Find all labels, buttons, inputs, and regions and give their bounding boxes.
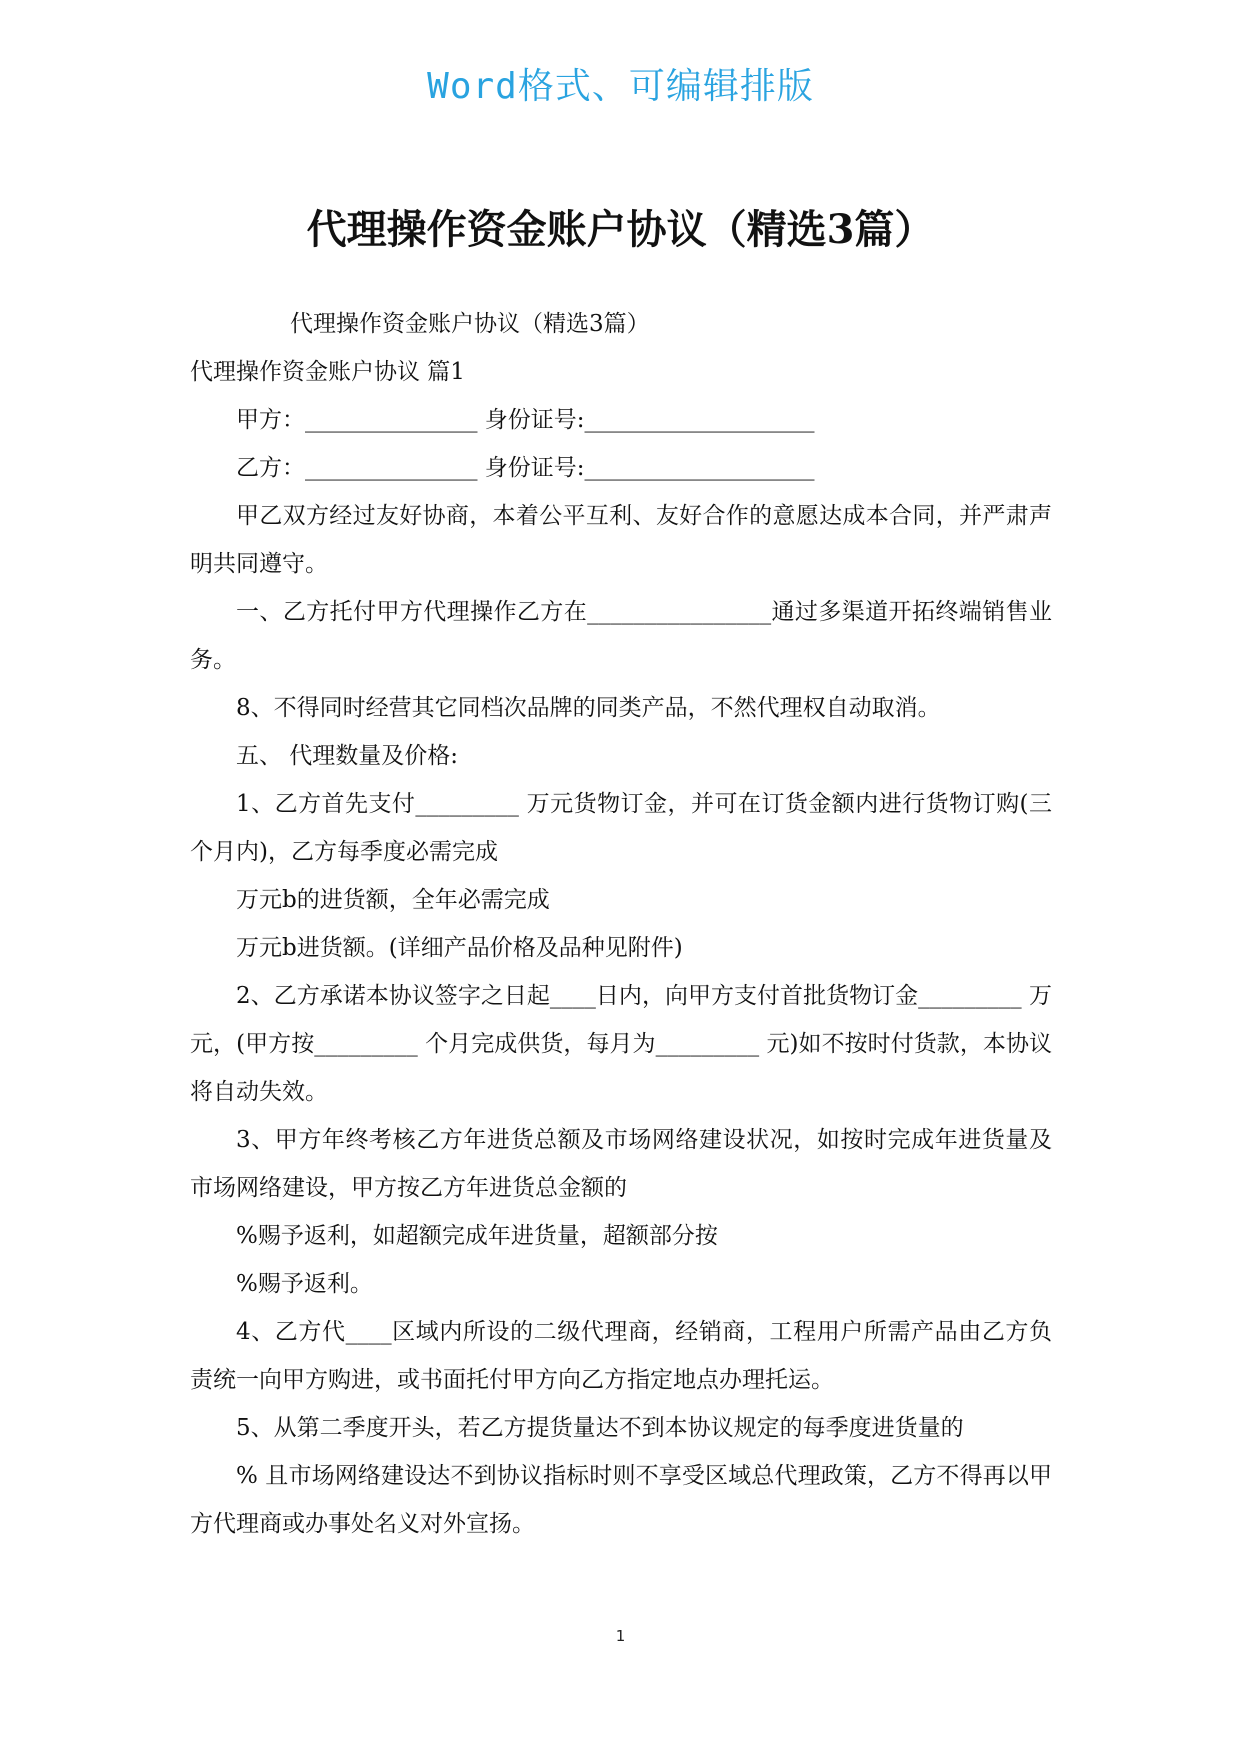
party-b-line: 乙方：_______________ 身份证号:____________________ — [236, 455, 815, 481]
paragraph-preamble: 甲乙双方经过友好协商，本着公平互利、友好合作的意愿达成本合同，并严肃声明共同遵守。 — [190, 503, 1052, 577]
page-number: 1 — [615, 1627, 626, 1645]
section-heading: 代理操作资金账户协议 篇1 — [190, 359, 465, 385]
document-title: 代理操作资金账户协议（精选3篇） — [306, 206, 935, 253]
paragraph-item-5: 5、从第二季度开头，若乙方提货量达不到本协议规定的每季度进货量的 — [236, 1415, 964, 1441]
paragraph-item-3: 3、甲方年终考核乙方年进货总额及市场网络建设状况，如按时完成年进货量及市场网络建设，甲方按乙方年进货总金额的 — [190, 1127, 1052, 1201]
paragraph-item-5-cont: % 且市场网络建设达不到协议指标时则不享受区域总代理政策，乙方不得再以甲方代理商或办事处名义对外宣扬。 — [190, 1463, 1052, 1537]
paragraph-clause-8: 8、不得同时经营其它同档次品牌的同类产品，不然代理权自动取消。 — [236, 695, 941, 721]
paragraph-item-2: 2、乙方承诺本协议签字之日起____日内，向甲方支付首批货物订金_________ 万元，(甲方按_________ 个月完成供货，每月为_________ 元)如不按时付货款，本协议将自动失效。 — [190, 983, 1052, 1105]
party-a-line: 甲方：_______________ 身份证号:____________________ — [236, 407, 815, 433]
paragraph-item-1: 1、乙方首先支付_________ 万元货物订金，并可在订货金额内进行货物订购(三个月内)，乙方每季度必需完成 — [190, 791, 1052, 865]
paragraph-item-3-cont-a: %赐予返利，如超额完成年进货量，超额部分按 — [236, 1223, 718, 1249]
paragraph-clause-1: 一、乙方托付甲方代理操作乙方在________________通过多渠道开拓终端销售业务。 — [190, 599, 1052, 673]
subtitle-paragraph: 代理操作资金账户协议（精选3篇） — [290, 311, 650, 337]
paragraph-item-1-cont-b: 万元b进货额。(详细产品价格及品种见附件) — [236, 935, 683, 961]
paragraph-section-5: 五、 代理数量及价格: — [236, 743, 459, 769]
paragraph-item-4: 4、乙方代____区域内所设的二级代理商，经销商，工程用户所需产品由乙方负责统一向甲方购进，或书面托付甲方向乙方指定地点办理托运。 — [190, 1319, 1052, 1393]
header-banner: Word格式、可编辑排版 — [427, 66, 814, 107]
document-body — [190, 300, 1052, 1548]
paragraph-item-1-cont-a: 万元b的进货额，全年必需完成 — [236, 887, 550, 913]
paragraph-item-3-cont-b: %赐予返利。 — [236, 1271, 373, 1297]
